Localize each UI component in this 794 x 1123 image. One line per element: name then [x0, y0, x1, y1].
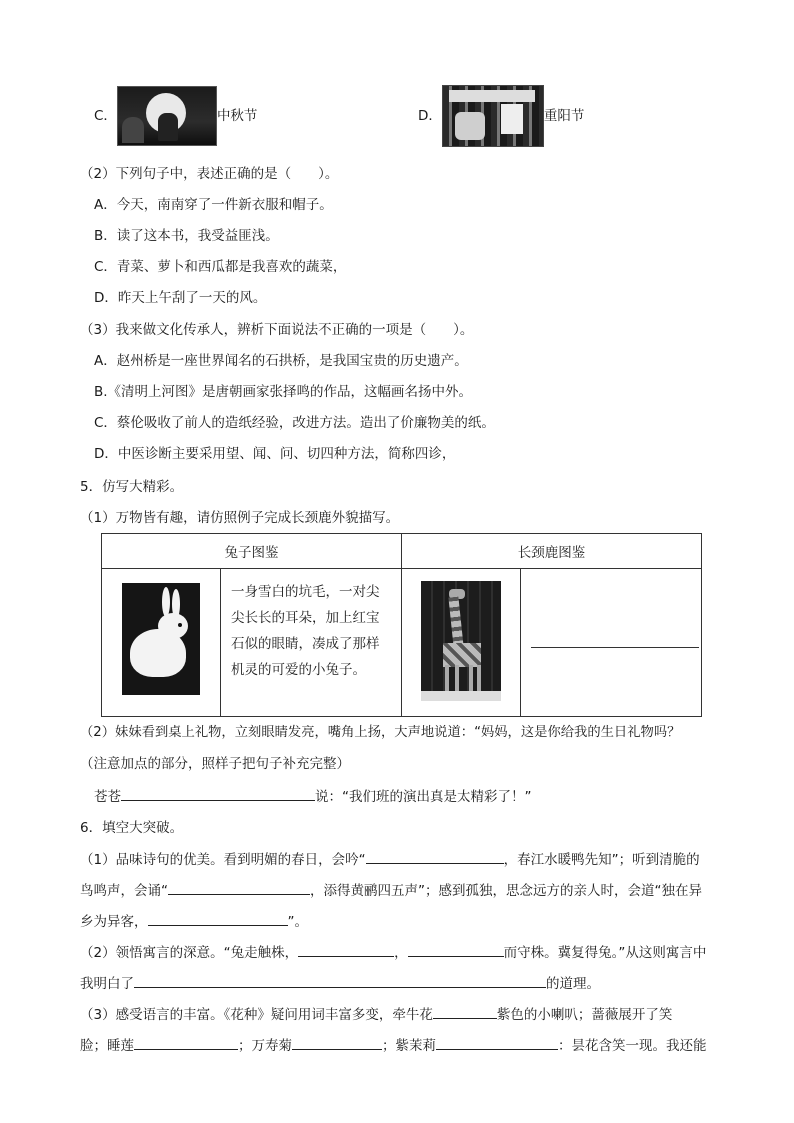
- q2-option-a[interactable]: A．今天，南南穿了一件新衣服和帽子。: [94, 197, 333, 213]
- giraffe-answer-cell[interactable]: [521, 569, 702, 717]
- flower-blank-2[interactable]: [134, 1035, 238, 1050]
- q3-option-b[interactable]: B.《清明上河图》是唐朝画家张择鸣的作品，这幅画名扬中外。: [94, 384, 473, 400]
- option-c-label: C．: [94, 108, 117, 124]
- fable-blank-3[interactable]: [134, 973, 546, 988]
- flower-blank-3[interactable]: [292, 1035, 382, 1050]
- flower-blank-4[interactable]: [436, 1035, 558, 1050]
- option-c-text: 中秋节: [216, 108, 258, 124]
- option-d-text: 重阳节: [543, 108, 585, 124]
- double-ninth-picture: [442, 85, 544, 147]
- q6-s1-line1: （1）品味诗句的优美。看到明媚的春日，会吟“ ，春江水暖鸭先知”；听到清脆的: [80, 849, 700, 870]
- q2-stem: （2）下列句子中，表述正确的是（ ）。: [80, 166, 339, 182]
- giraffe-answer-line[interactable]: [531, 647, 699, 648]
- rabbit-picture-cell: [102, 569, 221, 717]
- option-c[interactable]: [94, 84, 257, 148]
- answer-blank[interactable]: [121, 786, 315, 801]
- giraffe-picture-cell: [402, 569, 521, 717]
- rabbit-picture: [122, 583, 200, 695]
- poem-blank-1[interactable]: [366, 849, 504, 864]
- option-d[interactable]: [418, 84, 584, 148]
- mid-autumn-picture: [117, 86, 217, 146]
- q3-stem: （3）我来做文化传承人，辨析下面说法不正确的一项是（ ）。: [80, 322, 474, 338]
- q6-title: 6．填空大突破。: [80, 820, 184, 836]
- q3-option-c[interactable]: C．蔡伦吸收了前人的造纸经验，改进方法。造出了价廉物美的纸。: [94, 415, 495, 431]
- rabbit-description: 一身雪白的坑毛，一对尖尖长长的耳朵，加上红宝石似的眼睛，凑成了那样机灵的可爱的小兔子。: [231, 584, 380, 678]
- q5-sub2-line2: （注意加点的部分，照样子把句子补充完整）: [80, 756, 350, 772]
- q3-option-d[interactable]: D．中医诊断主要采用望、闻、问、切四种方法，简称四诊，: [94, 446, 456, 462]
- illustration-table: [101, 533, 702, 717]
- q6-s3-line2: 脸；睡莲 ；万寿菊 ；紫茉莉 ：昙花含笑一现。我还能: [80, 1035, 707, 1056]
- poem-blank-3[interactable]: [148, 911, 288, 926]
- q2-option-d[interactable]: D．昨天上午刮了一天的风。: [94, 290, 267, 306]
- fable-blank-2[interactable]: [408, 942, 504, 957]
- rabbit-description-cell: [221, 569, 402, 717]
- fable-blank-1[interactable]: [298, 942, 394, 957]
- q3-option-a[interactable]: A．赵州桥是一座世界闻名的石拱桥，是我国宝贵的历史遗产。: [94, 353, 468, 369]
- rabbit-header: 兔子图鉴: [102, 534, 402, 569]
- flower-blank-1[interactable]: [433, 1004, 497, 1019]
- q5-title: 5．仿写大精彩。: [80, 479, 184, 495]
- q6-s2-line1: （2）领悟寓言的深意。“兔走触株， ， 而守株。冀复得兔。”从这则寓言中: [80, 942, 706, 963]
- option-d-label: D．: [418, 108, 442, 124]
- q2-option-b[interactable]: B．读了这本书，我受益匪浅。: [94, 228, 279, 244]
- giraffe-picture: [421, 581, 501, 701]
- poem-blank-2[interactable]: [168, 880, 310, 895]
- q6-s1-line2: 鸟鸣声，会诵“ ，添得黄鹂四五声”；感到孤独，思念远方的亲人时，会道“独在异: [80, 880, 702, 901]
- q2-option-c[interactable]: C．青菜、萝卜和西瓜都是我喜欢的蔬菜，: [94, 259, 347, 275]
- q6-s3-line1: （3）感受语言的丰富。《花种》疑问用词丰富多变，牵牛花 紫色的小喇叭；蔷薇展开了笑: [80, 1004, 672, 1025]
- q5-sub1: （1）万物皆有趣，请仿照例子完成长颈鹿外貌描写。: [80, 510, 400, 526]
- q6-s2-line2: 我明白了 的道理。: [80, 973, 600, 994]
- giraffe-header: 长颈鹿图鉴: [402, 534, 702, 569]
- q5-sub2-line1: （2）妹妹看到桌上礼物，立刻眼睛发亮，嘴角上扬，大声地说道：“妈妈，这是你给我的生日礼物吗？: [80, 725, 681, 740]
- q5-sub2-answer: 苍苍 说：“我们班的演出真是太精彩了！”: [94, 786, 532, 807]
- q6-s1-line3: 乡为异客， ”。: [80, 911, 308, 932]
